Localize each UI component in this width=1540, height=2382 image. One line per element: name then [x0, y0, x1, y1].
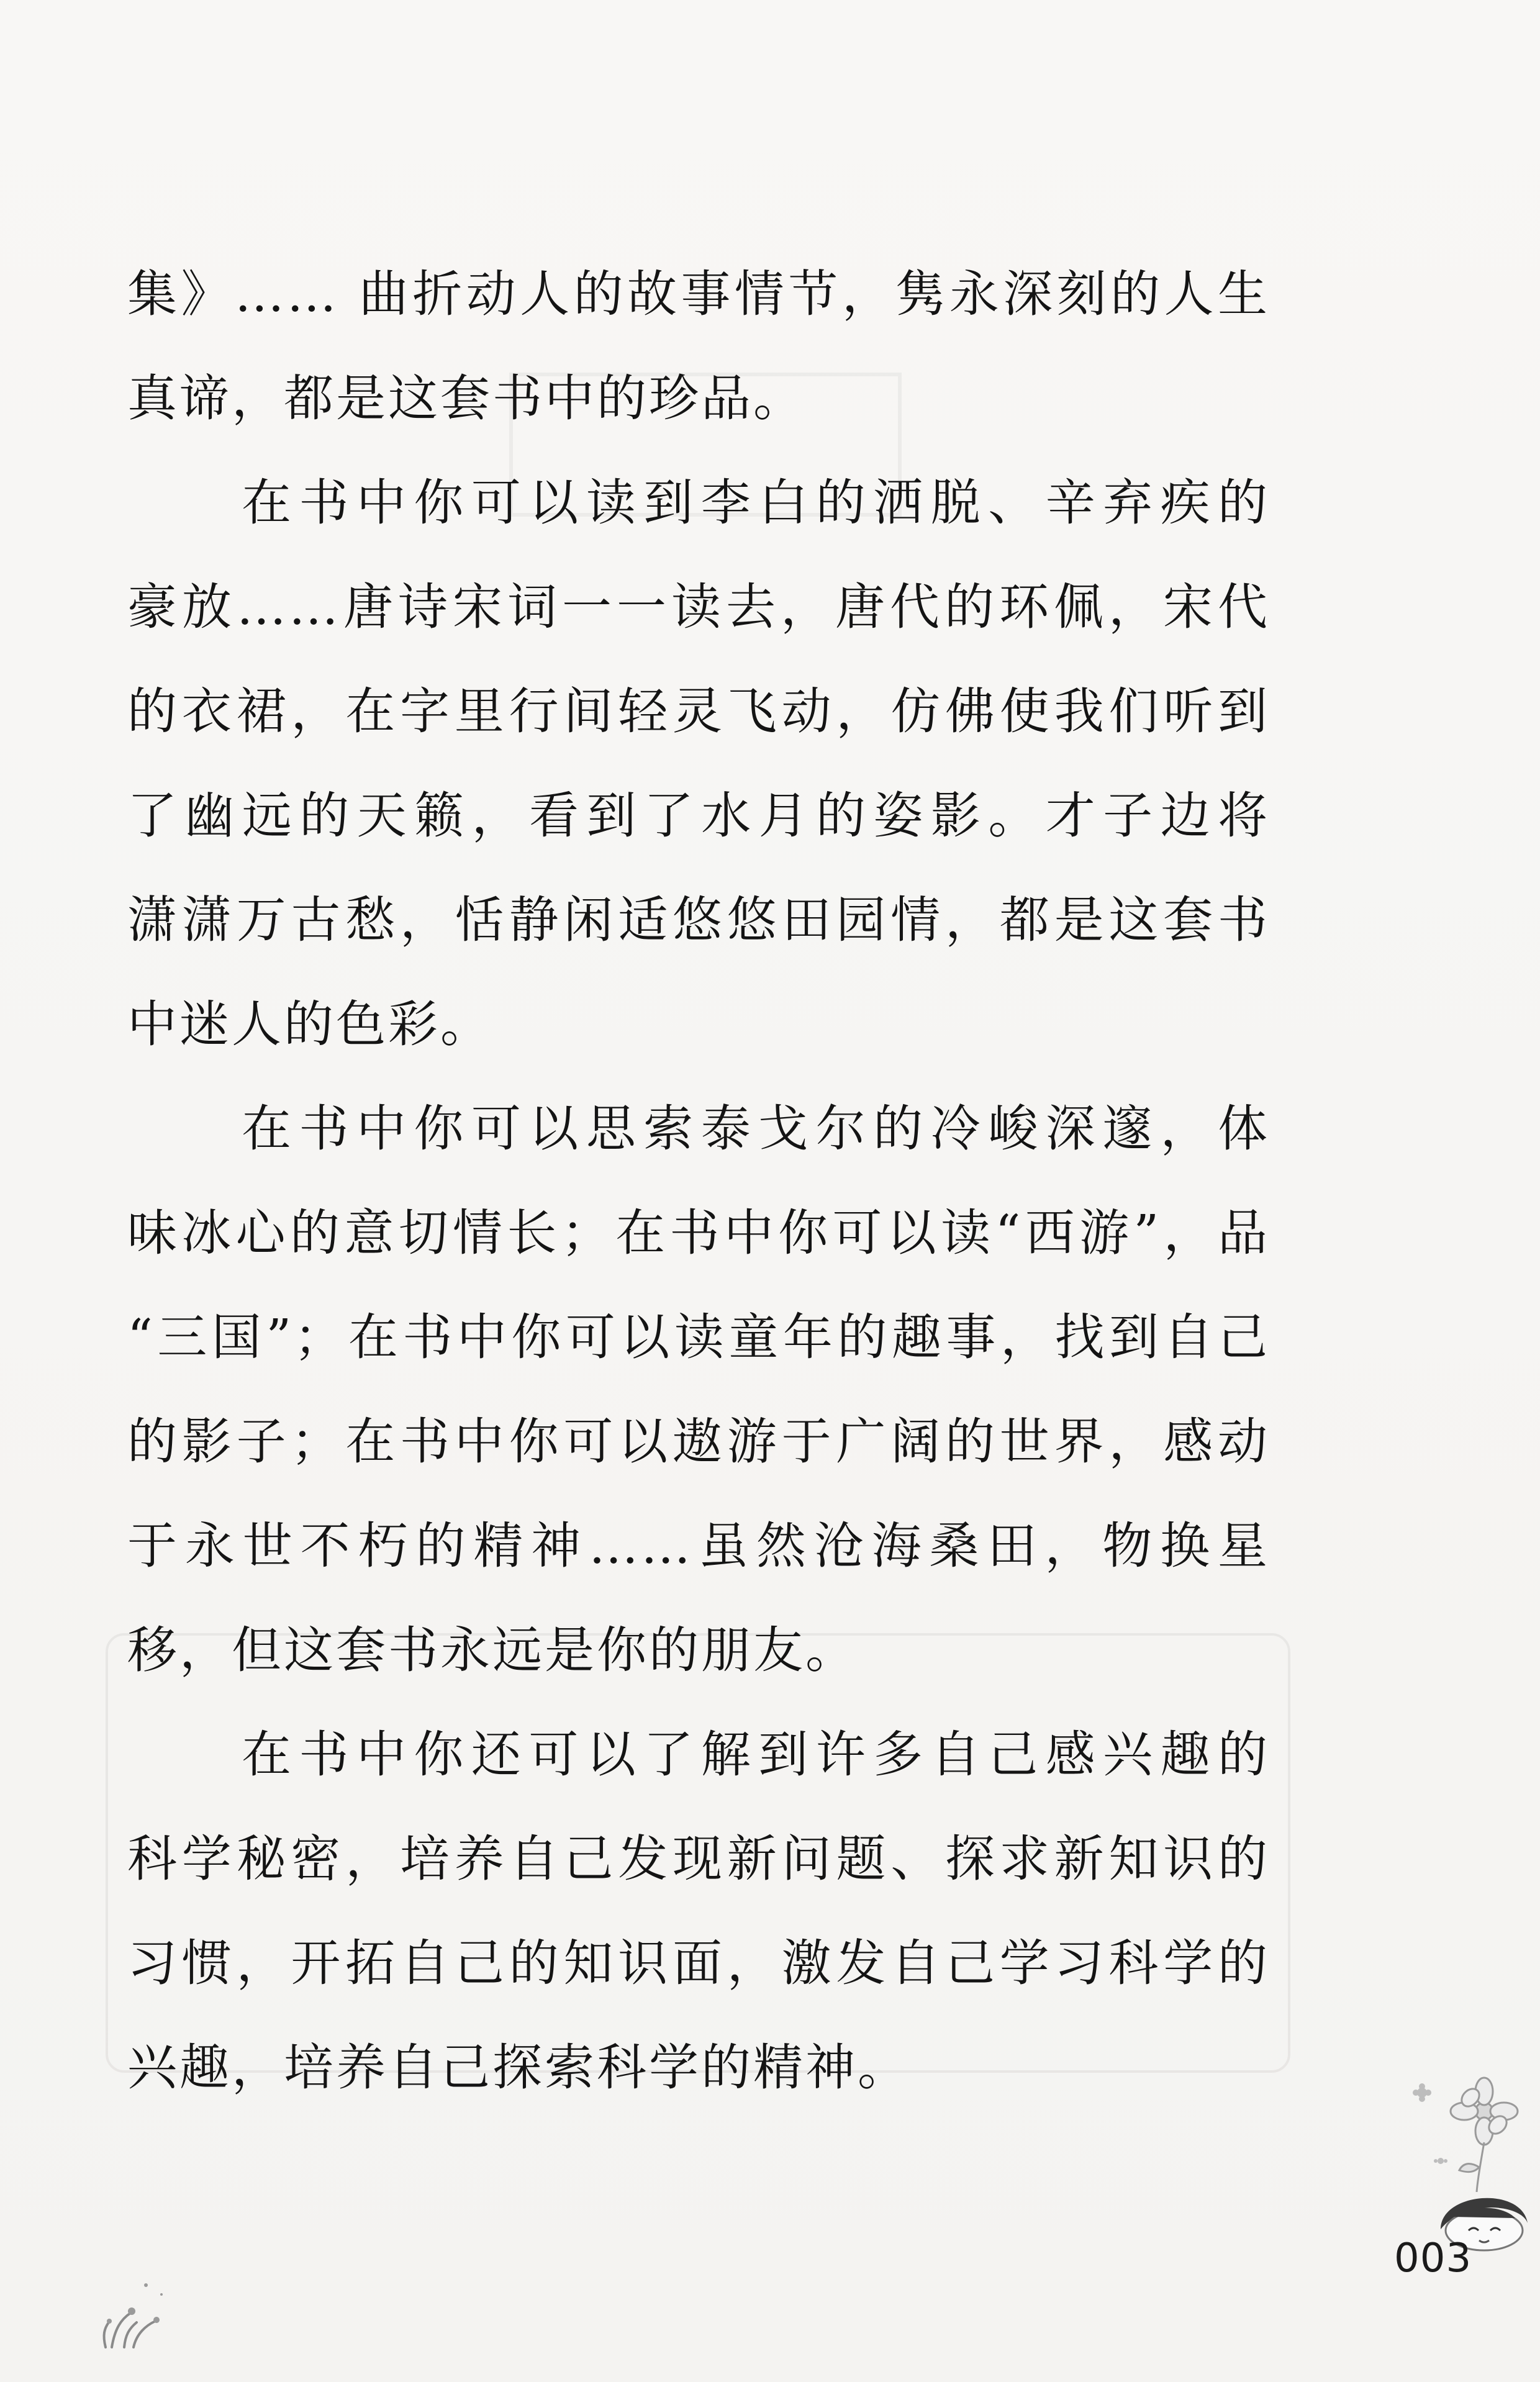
paragraph-4	[127, 1703, 1270, 2120]
body-text	[127, 242, 1270, 2120]
text-line: 的影子；在书中你可以遨游于广阔的世界，感动	[127, 1413, 1270, 1470]
paragraph-3	[127, 1077, 1270, 1703]
text-line: 真谛，都是这套书中的珍品。	[127, 369, 805, 427]
text-line: 兴趣，培养自己探索科学的精神。	[127, 2039, 910, 2096]
text-line: 的衣裙，在字里行间轻灵飞动，仿佛使我们听到	[127, 682, 1270, 740]
text-line: 在书中你可以思索泰戈尔的冷峻深邃，体	[242, 1100, 1270, 1157]
text-line: 了幽远的天籁，看到了水月的姿影。才子边将	[127, 787, 1270, 845]
text-line: 味冰心的意切情长；在书中你可以读“西游”，品	[127, 1204, 1270, 1262]
text-line: 中迷人的色彩。	[127, 995, 492, 1053]
text-line: “三国”；在书中你可以读童年的趣事，找到自己	[127, 1308, 1270, 1366]
text-line: 移，但这套书永远是你的朋友。	[127, 1621, 858, 1679]
text-line: 于永世不朽的精神……虽然沧海桑田，物换星	[127, 1517, 1270, 1575]
text-line: 集》…… 曲折动人的故事情节，隽永深刻的人生	[127, 265, 1270, 323]
text-line: 豪放……唐诗宋词一一读去，唐代的环佩，宋代	[127, 578, 1270, 636]
page-number: 003	[1394, 2235, 1472, 2281]
text-line: 潇潇万古愁，恬静闲适悠悠田园情，都是这套书	[127, 891, 1270, 949]
text-line: 在书中你还可以了解到许多自己感兴趣的	[242, 1726, 1270, 1783]
text-line: 习惯，开拓自己的知识面，激发自己学习科学的	[127, 1934, 1270, 1992]
grass-icon	[87, 2260, 199, 2353]
paragraph-1	[127, 242, 1270, 451]
text-line: 科学秘密，培养自己发现新问题、探求新知识的	[127, 1830, 1270, 1888]
paragraph-2	[127, 451, 1270, 1077]
text-line: 在书中你可以读到李白的洒脱、辛弃疾的	[242, 474, 1270, 532]
